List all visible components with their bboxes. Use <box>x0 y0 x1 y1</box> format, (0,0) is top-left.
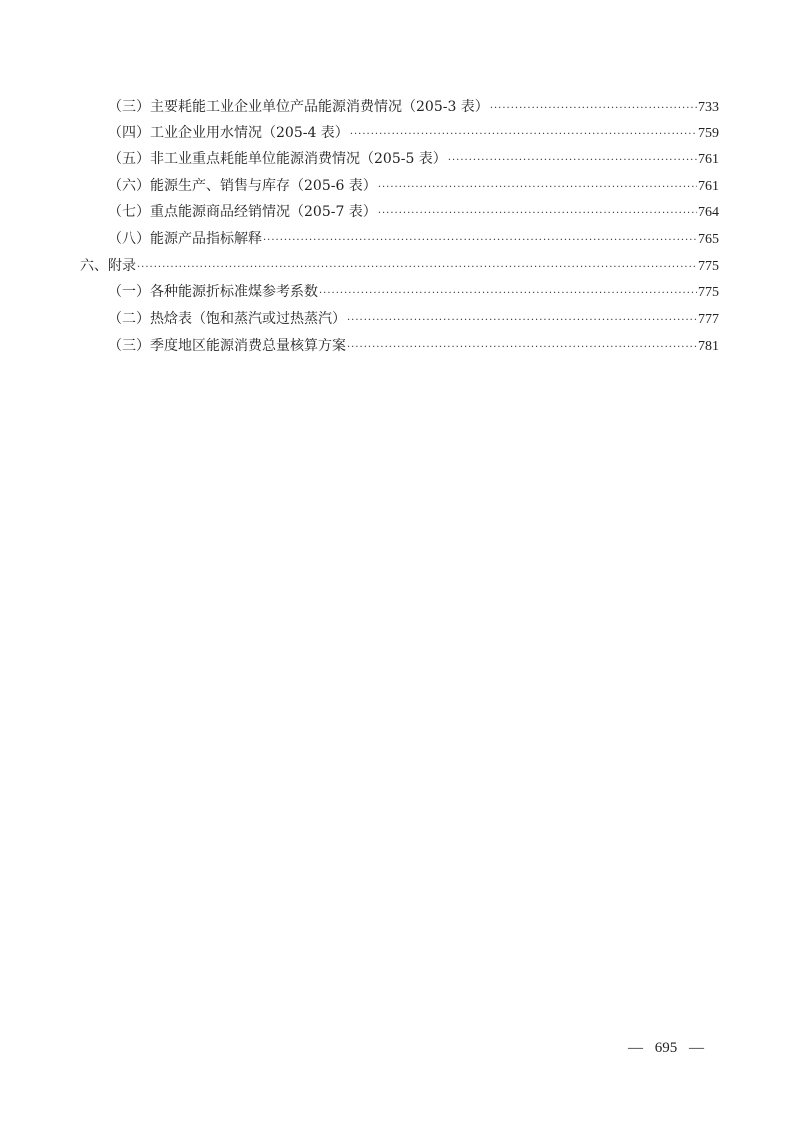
toc-entry[interactable] <box>108 120 719 146</box>
toc-leader-dots <box>378 201 697 227</box>
toc-entry-title: （二）热焓表（饱和蒸汽或过热蒸汽） <box>108 311 346 327</box>
footer-dash-left: — <box>628 1040 643 1056</box>
toc-leader-dots <box>137 255 697 281</box>
toc-entry-page: 765 <box>698 232 719 247</box>
toc-entry-page: 777 <box>698 312 719 327</box>
toc-entry[interactable] <box>108 146 719 172</box>
toc-entry-page: 781 <box>698 339 719 354</box>
page-number: 695 <box>654 1040 678 1056</box>
toc-entry-page: 775 <box>698 285 719 300</box>
toc-leader-dots <box>347 335 697 361</box>
toc-entry[interactable] <box>108 94 719 120</box>
toc-leader-dots <box>378 175 697 201</box>
toc-leader-dots <box>448 148 697 174</box>
page-footer <box>628 1040 704 1057</box>
toc-entry[interactable] <box>108 226 719 252</box>
toc-entry-page: 775 <box>698 259 719 274</box>
toc-leader-dots <box>350 122 697 148</box>
toc-entry-title: （六）能源生产、销售与库存（205-6 表） <box>108 178 377 194</box>
toc-entry[interactable] <box>108 279 719 305</box>
toc-entry-title: 六、附录 <box>80 258 136 274</box>
toc-entry[interactable] <box>108 306 719 332</box>
toc-entry-page: 733 <box>698 100 719 115</box>
toc-leader-dots <box>347 308 697 334</box>
toc-leader-dots <box>319 281 697 307</box>
toc-entry-title: （七）重点能源商品经销情况（205-7 表） <box>108 204 377 220</box>
toc-entry-page: 761 <box>698 179 719 194</box>
toc-entry[interactable] <box>108 199 719 225</box>
toc-entry-page: 764 <box>698 205 719 220</box>
toc-entry-title: （三）季度地区能源消费总量核算方案 <box>108 338 346 354</box>
toc-entry[interactable] <box>108 173 719 199</box>
toc-entry-title: （四）工业企业用水情况（205-4 表） <box>108 125 349 141</box>
toc-leader-dots <box>263 228 697 254</box>
toc-leader-dots <box>490 96 697 122</box>
toc-entry-title: （三）主要耗能工业企业单位产品能源消费情况（205-3 表） <box>108 99 489 115</box>
footer-dash-right: — <box>689 1040 704 1056</box>
toc-entry-title: （八）能源产品指标解释 <box>108 231 262 247</box>
toc-entry-title: （一）各种能源折标准煤参考系数 <box>108 284 318 300</box>
toc-entry-page: 761 <box>698 152 719 167</box>
toc-section-entry[interactable] <box>80 253 719 279</box>
toc-entry-page: 759 <box>698 126 719 141</box>
toc-entry-title: （五）非工业重点耗能单位能源消费情况（205-5 表） <box>108 151 447 167</box>
toc-entry[interactable] <box>108 333 719 359</box>
